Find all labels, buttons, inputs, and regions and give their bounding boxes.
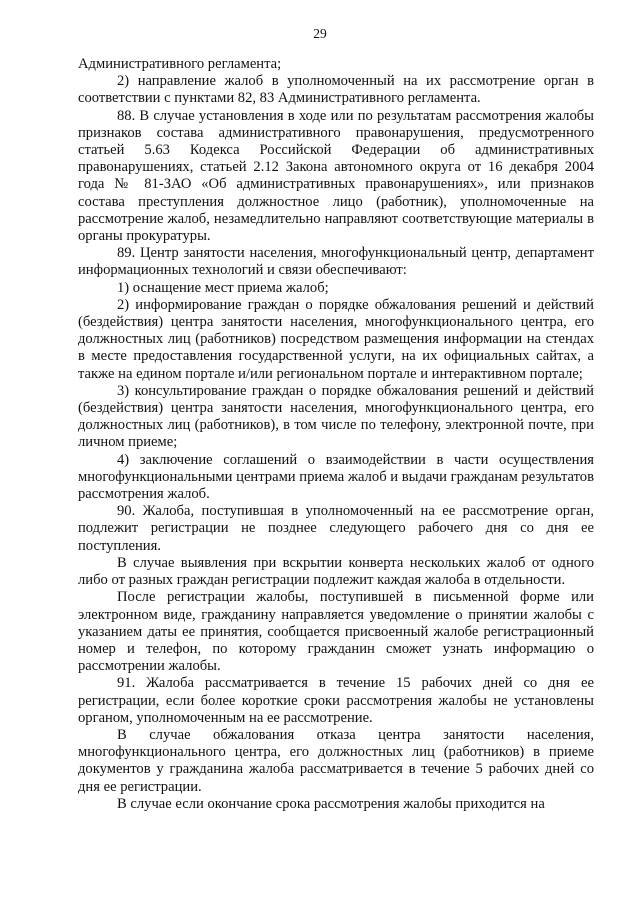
paragraph-89-item-2: 2) информирование граждан о порядке обжалования решений и действий (бездействия) центра занятости населения, многофункционального центра, его должностных лиц (работников) посредством размещения информации на стендах в месте предоставления государственной услуги, на их официальных сайтах, а также на едином портале и/или региональном портале и интерактивном портале;: [78, 296, 594, 382]
paragraph-90: 90. Жалоба, поступившая в уполномоченный на ее рассмотрение орган, подлежит регистрации не позднее следующего рабочего дня со дня ее поступления.: [78, 503, 594, 554]
paragraph-89: 89. Центр занятости населения, многофункциональный центр, департамент информационных технологий и связи обеспечивают:: [78, 245, 594, 279]
paragraph-89-item-3: 3) консультирование граждан о порядке обжалования решений и действий (бездействия) центра занятости населения, многофункционального центра, его должностных лиц (работников), в том числе по телефону, электронной почте, при личном приеме;: [78, 382, 594, 451]
paragraph-90-multiple-complaints: В случае выявления при вскрытии конверта нескольких жалоб от одного либо от разных граждан регистрации подлежит каждая жалоба в отдельности.: [78, 554, 594, 589]
paragraph-item-2-send-complaints: 2) направление жалоб в уполномоченный на их рассмотрение орган в соответствии с пунктами 82, 83 Административного регламента.: [78, 73, 594, 107]
paragraph-91: 91. Жалоба рассматривается в течение 15 рабочих дней со дня ее регистрации, если более короткие сроки рассмотрения жалобы не установлены органом, уполномоченным на ее рассмотрение.: [78, 675, 594, 726]
paragraph-90-registration-notice: После регистрации жалобы, поступившей в письменной форме или электронном виде, гражданину направляется уведомление о принятии жалобы с указанием даты ее принятия, сообщается присвоенный жалобе регистрационный номер и телефон, по которому гражданин сможет узнать информацию о рассмотрении жалобы.: [78, 589, 594, 675]
paragraph-89-item-4: 4) заключение соглашений о взаимодействии в части осуществления многофункциональными центрами приема жалоб и выдачи гражданам результатов рассмотрения жалоб.: [78, 451, 594, 503]
paragraph-89-item-1: 1) оснащение мест приема жалоб;: [117, 279, 329, 296]
paragraph-91-refusal-case: В случае обжалования отказа центра занятости населения, многофункционального центра, его должностных лиц (работников) в приеме документов у гражданина жалоба рассматривается в течение 5 рабочих дней со дня ее регистрации.: [78, 726, 594, 795]
paragraph-88: 88. В случае установления в ходе или по результатам рассмотрения жалобы признаков состава административного правонарушения, предусмотренного статьей 5.63 Кодекса Российской Федерации об административных правонарушениях, статьей 2.12 Закона автономного округа от 16 декабря 2004 года № 81-ЗАО «Об административных правонарушениях», или признаков состава преступления должностное лицо (работник), уполномоченные на рассмотрение жалоб, незамедлительно направляют соответствующие материалы в органы прокуратуры.: [78, 107, 594, 245]
paragraph-91-deadline-continued: В случае если окончание срока рассмотрения жалобы приходится на: [117, 795, 545, 812]
page-number: 29: [313, 26, 327, 41]
document-body: [78, 56, 594, 813]
paragraph-continuation: Административного регламента;: [78, 56, 282, 72]
